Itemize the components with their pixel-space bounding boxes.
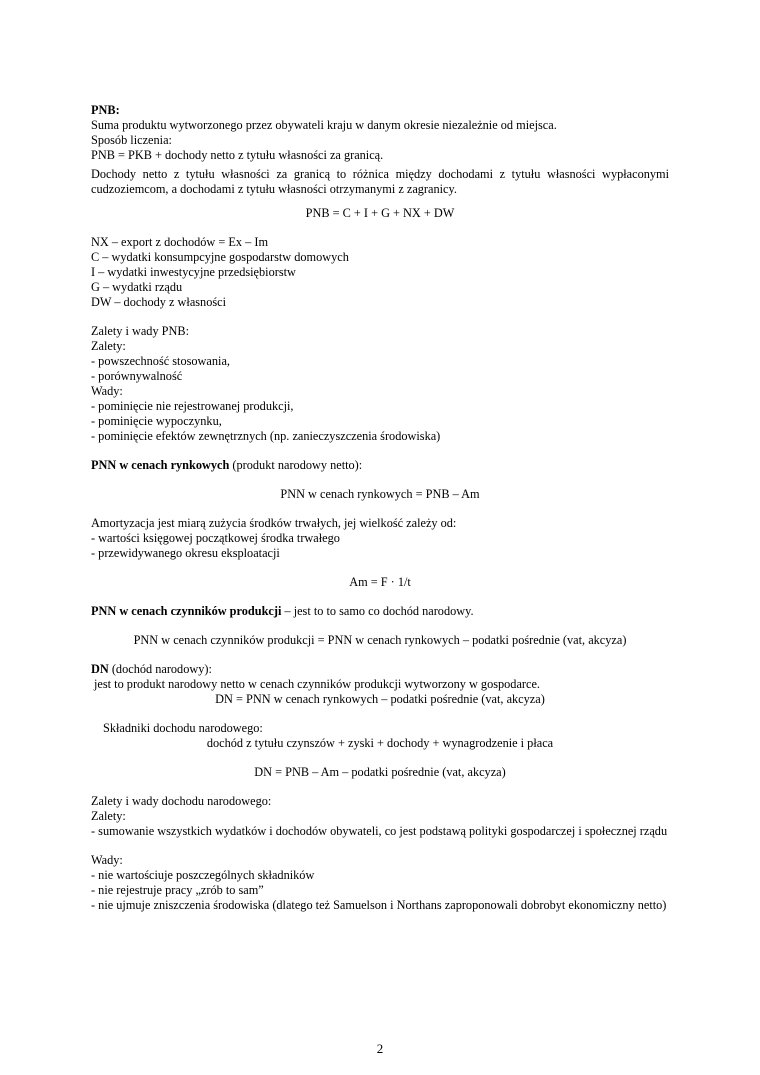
pnb-heading: PNB: — [91, 103, 120, 117]
legend-item: C – wydatki konsumpcyjne gospodarstw domowych — [91, 250, 349, 264]
list-item: - nie ujmuje zniszczenia środowiska (dlatego też Samuelson i Northans zaproponowali dobrobyt ekonomiczny netto) — [91, 898, 667, 912]
pnb-pros-cons — [91, 324, 669, 444]
dn-components: dochód z tytułu czynszów + zyski + dochody + wynagrodzenie i płaca — [206, 736, 554, 750]
pnn-market-formula: PNN w cenach rynkowych = PNB – Am — [280, 487, 480, 501]
list-item: - pominięcie nie rejestrowanej produkcji, — [91, 399, 294, 413]
dn-components-label: Składniki dochodu narodowego: — [103, 721, 263, 735]
list-item: - wartości księgowej początkowej środka trwałego — [91, 531, 340, 545]
dn-pros-cons — [91, 794, 669, 839]
pros-cons-title: Zalety i wady PNB: — [91, 324, 190, 338]
list-item: - nie wartościuje poszczególnych składników — [91, 868, 315, 882]
dn-cons — [91, 853, 669, 913]
list-item: - pominięcie wypoczynku, — [91, 414, 222, 428]
document-page — [91, 103, 669, 913]
dn-heading-rest: (dochód narodowy): — [108, 662, 212, 676]
pros-label: Zalety: — [91, 809, 126, 823]
pnn-market-heading-bold: PNN w cenach rynkowych — [91, 458, 230, 472]
dn-heading — [91, 662, 669, 677]
pnn-factor-heading — [91, 604, 669, 619]
legend-item: I – wydatki inwestycyjne przedsiębiorstw — [91, 265, 296, 279]
pnb-definition: Suma produktu wytworzonego przez obywateli kraju w danym okresie niezależnie od miejsca. — [91, 118, 557, 132]
list-item: - pominięcie efektów zewnętrznych (np. zanieczyszczenia środowiska) — [91, 429, 441, 443]
pnn-factor-heading-rest: – jest to to samo co dochód narodowy. — [281, 604, 474, 618]
pnb-legend — [91, 235, 669, 310]
dn-formula-2: DN = PNB – Am – podatki pośrednie (vat, akcyza) — [254, 765, 506, 779]
list-item: - przewidywanego okresu eksploatacji — [91, 546, 280, 560]
pnn-factor-heading-bold: PNN w cenach czynników produkcji — [91, 604, 282, 618]
amortization-formula: Am = F · 1/t — [349, 575, 411, 589]
pros-label: Zalety: — [91, 339, 126, 353]
list-item: - nie rejestruje pracy „zrób to sam” — [91, 883, 264, 897]
pnn-market-heading — [91, 458, 669, 473]
dn-heading-bold: DN — [91, 662, 109, 676]
legend-item: NX – export z dochodów = Ex – Im — [91, 235, 269, 249]
page-number: 2 — [376, 1041, 384, 1056]
pnb-formula: PNB = C + I + G + NX + DW — [305, 206, 455, 220]
pnb-method-label: Sposób liczenia: — [91, 133, 172, 147]
list-item: - powszechność stosowania, — [91, 354, 230, 368]
amortization-text: Amortyzacja jest miarą zużycia środków trwałych, jej wielkość zależy od: — [91, 516, 457, 530]
dn-formula-1: DN = PNN w cenach rynkowych – podatki pośrednie (vat, akcyza) — [215, 692, 545, 706]
pnb-method-formula: PNB = PKB + dochody netto z tytułu własności za granicą. — [91, 148, 384, 162]
pros-cons-title: Zalety i wady dochodu narodowego: — [91, 794, 272, 808]
legend-item: G – wydatki rządu — [91, 280, 183, 294]
pnn-factor-formula: PNN w cenach czynników produkcji = PNN w cenach rynkowych – podatki pośrednie (vat, akcyza) — [133, 633, 627, 647]
pnb-explanation: Dochody netto z tytułu własności za granicą to różnica między dochodami z tytułu własności wypłaconymi cudzoziemcom, a dochodami z tytułu własności otrzymanymi z zagranicy. — [91, 167, 669, 196]
cons-label: Wady: — [91, 384, 123, 398]
legend-item: DW – dochody z własności — [91, 295, 227, 309]
list-item: - porównywalność — [91, 369, 183, 383]
cons-label: Wady: — [91, 853, 123, 867]
dn-definition: jest to produkt narodowy netto w cenach czynników produkcji wytworzony w gospodarce. — [94, 677, 540, 691]
pnn-market-heading-rest: (produkt narodowy netto): — [229, 458, 363, 472]
list-item: - sumowanie wszystkich wydatków i dochodów obywateli, co jest podstawą polityki gospodarczej i społecznej rządu — [91, 824, 668, 838]
